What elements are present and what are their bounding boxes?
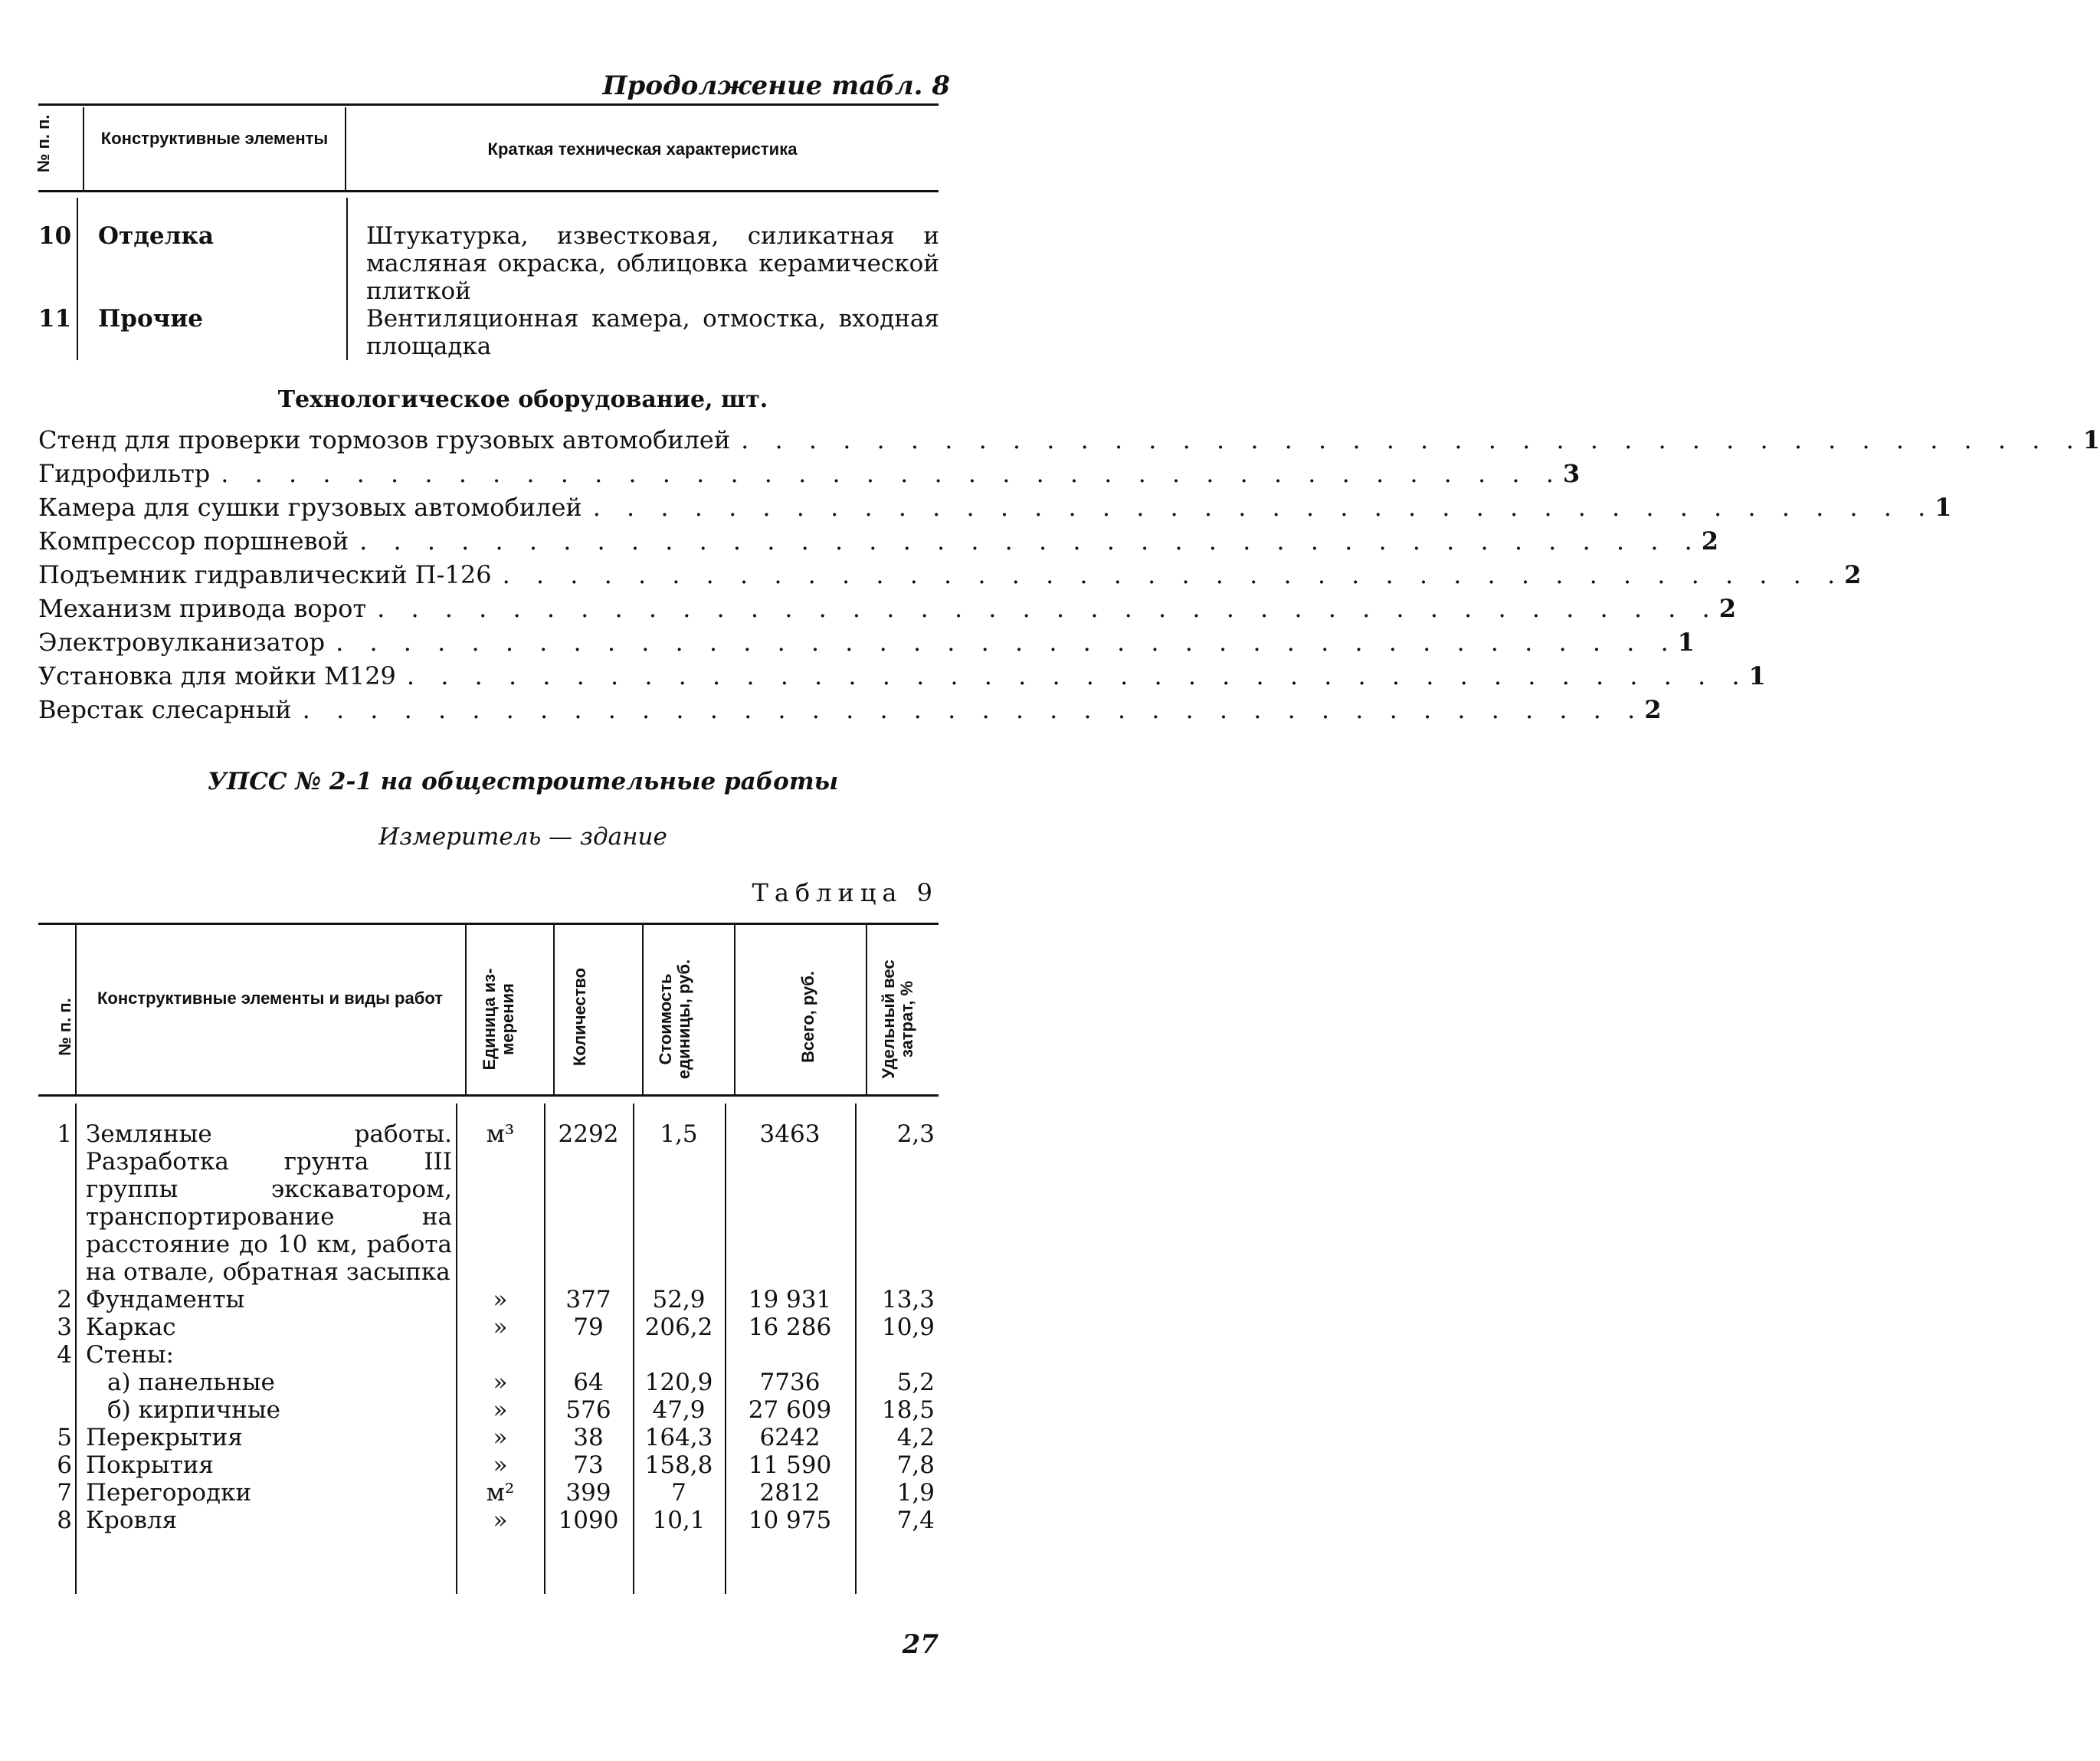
equipment-item bbox=[38, 560, 1862, 594]
cell-share: 10,9 bbox=[881, 1313, 935, 1341]
cell-unit-cost: 52,9 bbox=[652, 1286, 706, 1313]
cell-unit: » bbox=[493, 1286, 508, 1313]
table8-header-rule bbox=[38, 190, 939, 192]
equipment-item bbox=[38, 628, 1695, 661]
leader-dots: . . . . . . . . . . . . . . . . . . . . . . . . . . . . . . . . . . . . . . . . bbox=[592, 493, 1935, 522]
equipment-item-name: Подъемник гидравлический П-126 bbox=[38, 560, 492, 589]
table9-label: Таблица 9 bbox=[752, 878, 939, 907]
equipment-item bbox=[38, 594, 1736, 628]
cell-unit: » bbox=[493, 1369, 508, 1396]
cell-qty: 576 bbox=[565, 1396, 611, 1424]
row-num: 5 bbox=[57, 1424, 72, 1451]
cell-unit-cost: 47,9 bbox=[652, 1396, 706, 1424]
cell-qty: 399 bbox=[565, 1479, 611, 1507]
table9-divider bbox=[75, 1103, 77, 1594]
equipment-item-qty: 2 bbox=[1844, 560, 1862, 589]
equipment-item-name: Гидрофильтр bbox=[38, 459, 211, 488]
table9-divider bbox=[456, 1103, 457, 1594]
table9-header-rule bbox=[38, 1094, 939, 1097]
continuation-label: Продолжение табл. 8 bbox=[602, 71, 950, 101]
row-num: 6 bbox=[57, 1451, 72, 1479]
equipment-item-qty: 3 bbox=[1562, 459, 1581, 488]
cell-unit: » bbox=[493, 1396, 508, 1424]
measure-label: Измеритель — здание bbox=[378, 823, 667, 851]
leader-dots: . . . . . . . . . . . . . . . . . . . . . . . . . . . . . . . . . . . . . . . . bbox=[741, 425, 2083, 454]
cell-unit: » bbox=[493, 1451, 508, 1479]
equipment-item-name: Стенд для проверки тормозов грузовых автомобилей bbox=[38, 425, 731, 454]
row-num: 4 bbox=[57, 1341, 72, 1369]
equipment-item-name: Электровулканизатор bbox=[38, 628, 326, 657]
equipment-item-qty: 1 bbox=[1935, 493, 1952, 522]
cell-total: 3463 bbox=[759, 1120, 821, 1148]
table9-col-qty-header: Количество bbox=[570, 967, 589, 1067]
table9-col-share-header: Удельный вес затрат, % bbox=[879, 959, 916, 1079]
table9-col-total-header: Всего, руб. bbox=[798, 971, 817, 1063]
table9-col-num-header: № п. п. bbox=[55, 998, 74, 1056]
equipment-item-qty: 2 bbox=[1701, 526, 1718, 556]
equipment-item-qty: 1 bbox=[2082, 425, 2100, 454]
cell-share: 7,4 bbox=[896, 1507, 935, 1534]
cell-qty: 79 bbox=[573, 1313, 604, 1341]
equipment-item bbox=[38, 661, 1766, 695]
table9-col-elements-header: Конструктивные элементы и виды работ bbox=[97, 989, 443, 1008]
cell-share: 2,3 bbox=[896, 1120, 935, 1148]
row-name: Перегородки bbox=[86, 1479, 252, 1507]
upss-title: УПСС № 2-1 на общестроительные работы bbox=[207, 768, 839, 795]
row-num: 2 bbox=[57, 1286, 72, 1313]
cell-unit-cost: 10,1 bbox=[652, 1507, 706, 1534]
row-name: б) кирпичные bbox=[107, 1396, 280, 1424]
cell-total: 2812 bbox=[759, 1479, 821, 1507]
table8-row-num: 10 bbox=[38, 222, 72, 250]
equipment-item-name: Установка для мойки М129 bbox=[38, 661, 396, 690]
cell-total: 7736 bbox=[759, 1369, 821, 1396]
equipment-item-name: Верстак слесарный bbox=[38, 695, 292, 724]
table8-col-elements-header: Конструктивные элементы bbox=[100, 129, 329, 148]
cell-total: 16 286 bbox=[748, 1313, 832, 1341]
table9-divider bbox=[866, 924, 867, 1094]
row-num: 8 bbox=[57, 1507, 72, 1534]
equipment-item-qty: 1 bbox=[1677, 628, 1695, 657]
table8-divider bbox=[346, 198, 348, 360]
table8-row-description: Вентиляционная камера, отмостка, входная площадка bbox=[366, 305, 939, 360]
row-num: 1 bbox=[57, 1120, 72, 1148]
leader-dots: . . . . . . . . . . . . . . . . . . . . . . . . . . . . . . . . . . . . . . . . bbox=[336, 628, 1678, 657]
equipment-item bbox=[38, 695, 1662, 729]
cell-qty: 2292 bbox=[558, 1120, 619, 1148]
cell-total: 11 590 bbox=[748, 1451, 832, 1479]
cell-unit: м² bbox=[486, 1479, 515, 1507]
row-num: 7 bbox=[57, 1479, 72, 1507]
table9-col-unit-cost-header: Стоимость единицы, руб. bbox=[656, 959, 693, 1080]
cell-unit: » bbox=[493, 1507, 508, 1534]
table8-row-description: Штукатурка, известковая, силикатная и масляная окраска, облицовка керамической плиткой bbox=[366, 222, 939, 305]
row-name: Каркас bbox=[86, 1313, 176, 1341]
table9-divider bbox=[642, 924, 644, 1094]
cell-share: 13,3 bbox=[881, 1286, 935, 1313]
row-name: а) панельные bbox=[107, 1369, 275, 1396]
cell-qty: 1090 bbox=[558, 1507, 619, 1534]
page-number: 27 bbox=[902, 1629, 939, 1660]
cell-unit-cost: 120,9 bbox=[644, 1369, 713, 1396]
equipment-item-name: Камера для сушки грузовых автомобилей bbox=[38, 493, 582, 522]
table8-divider bbox=[77, 198, 78, 360]
row-name: Перекрытия bbox=[86, 1424, 243, 1451]
cell-unit: » bbox=[493, 1424, 508, 1451]
row-name: Кровля bbox=[86, 1507, 178, 1534]
table9-top-rule bbox=[38, 923, 939, 925]
cell-qty: 377 bbox=[565, 1286, 611, 1313]
cell-qty: 38 bbox=[573, 1424, 604, 1451]
cell-share: 4,2 bbox=[896, 1424, 935, 1451]
leader-dots: . . . . . . . . . . . . . . . . . . . . . . . . . . . . . . . . . . . . . . . . bbox=[221, 459, 1563, 488]
leader-dots: . . . . . . . . . . . . . . . . . . . . . . . . . . . . . . . . . . . . . . . . bbox=[377, 594, 1719, 623]
cell-total: 19 931 bbox=[748, 1286, 832, 1313]
equipment-item-qty: 2 bbox=[1718, 594, 1736, 623]
cell-share: 7,8 bbox=[896, 1451, 935, 1479]
equipment-item bbox=[38, 425, 2100, 459]
leader-dots: . . . . . . . . . . . . . . . . . . . . . . . . . . . . . . . . . . . . . . . . bbox=[359, 526, 1702, 556]
cell-total: 27 609 bbox=[748, 1396, 832, 1424]
equipment-item-name: Компрессор поршневой bbox=[38, 526, 349, 556]
table9-divider bbox=[75, 924, 77, 1094]
cell-share: 5,2 bbox=[896, 1369, 935, 1396]
cell-qty: 73 bbox=[573, 1451, 604, 1479]
leader-dots: . . . . . . . . . . . . . . . . . . . . . . . . . . . . . . . . . . . . . . . . bbox=[302, 695, 1645, 724]
cell-qty: 64 bbox=[573, 1369, 604, 1396]
table8-divider bbox=[83, 107, 84, 190]
table8-row-num: 11 bbox=[38, 305, 72, 333]
equipment-item-name: Механизм привода ворот bbox=[38, 594, 367, 623]
leader-dots: . . . . . . . . . . . . . . . . . . . . . . . . . . . . . . . . . . . . . . . . bbox=[406, 661, 1749, 690]
row-name: Земляные работы. Разработка грунта III группы экскаватором, транспортирование на расстояние до 10 км, работа на отвале, обратная засыпка bbox=[86, 1120, 452, 1286]
equipment-item-qty: 1 bbox=[1748, 661, 1766, 690]
leader-dots: . . . . . . . . . . . . . . . . . . . . . . . . . . . . . . . . . . . . . . . . bbox=[502, 560, 1845, 589]
row-name: Покрытия bbox=[86, 1451, 214, 1479]
table8-col-description-header: Краткая техническая характеристика bbox=[487, 139, 798, 159]
cell-total: 6242 bbox=[759, 1424, 821, 1451]
cell-unit: » bbox=[493, 1313, 508, 1341]
cell-share: 18,5 bbox=[881, 1396, 935, 1424]
cell-share: 1,9 bbox=[896, 1479, 935, 1507]
cell-unit: м³ bbox=[486, 1120, 515, 1148]
table8-row-element: Прочие bbox=[98, 305, 204, 333]
table9-divider bbox=[553, 924, 555, 1094]
equipment-item bbox=[38, 493, 1952, 526]
cell-unit-cost: 7 bbox=[671, 1479, 686, 1507]
equipment-item bbox=[38, 459, 1581, 493]
row-num: 3 bbox=[57, 1313, 72, 1341]
equipment-title: Технологическое оборудование, шт. bbox=[277, 386, 768, 413]
table9-divider bbox=[734, 924, 735, 1094]
cell-unit-cost: 158,8 bbox=[644, 1451, 713, 1479]
table8-col-num-header: № п. п. bbox=[34, 114, 53, 172]
cell-unit-cost: 1,5 bbox=[660, 1120, 698, 1148]
row-name: Фундаменты bbox=[86, 1286, 245, 1313]
cell-total: 10 975 bbox=[748, 1507, 832, 1534]
cell-unit-cost: 206,2 bbox=[644, 1313, 713, 1341]
table9-divider bbox=[465, 924, 467, 1094]
equipment-item-qty: 2 bbox=[1644, 695, 1662, 724]
cell-unit-cost: 164,3 bbox=[644, 1424, 713, 1451]
table8-row-element: Отделка bbox=[98, 222, 214, 250]
table9-col-unit-header: Единица из- мерения bbox=[480, 968, 517, 1071]
row-name: Стены: bbox=[86, 1341, 174, 1369]
table8-top-rule bbox=[38, 103, 939, 106]
equipment-item bbox=[38, 526, 1718, 560]
